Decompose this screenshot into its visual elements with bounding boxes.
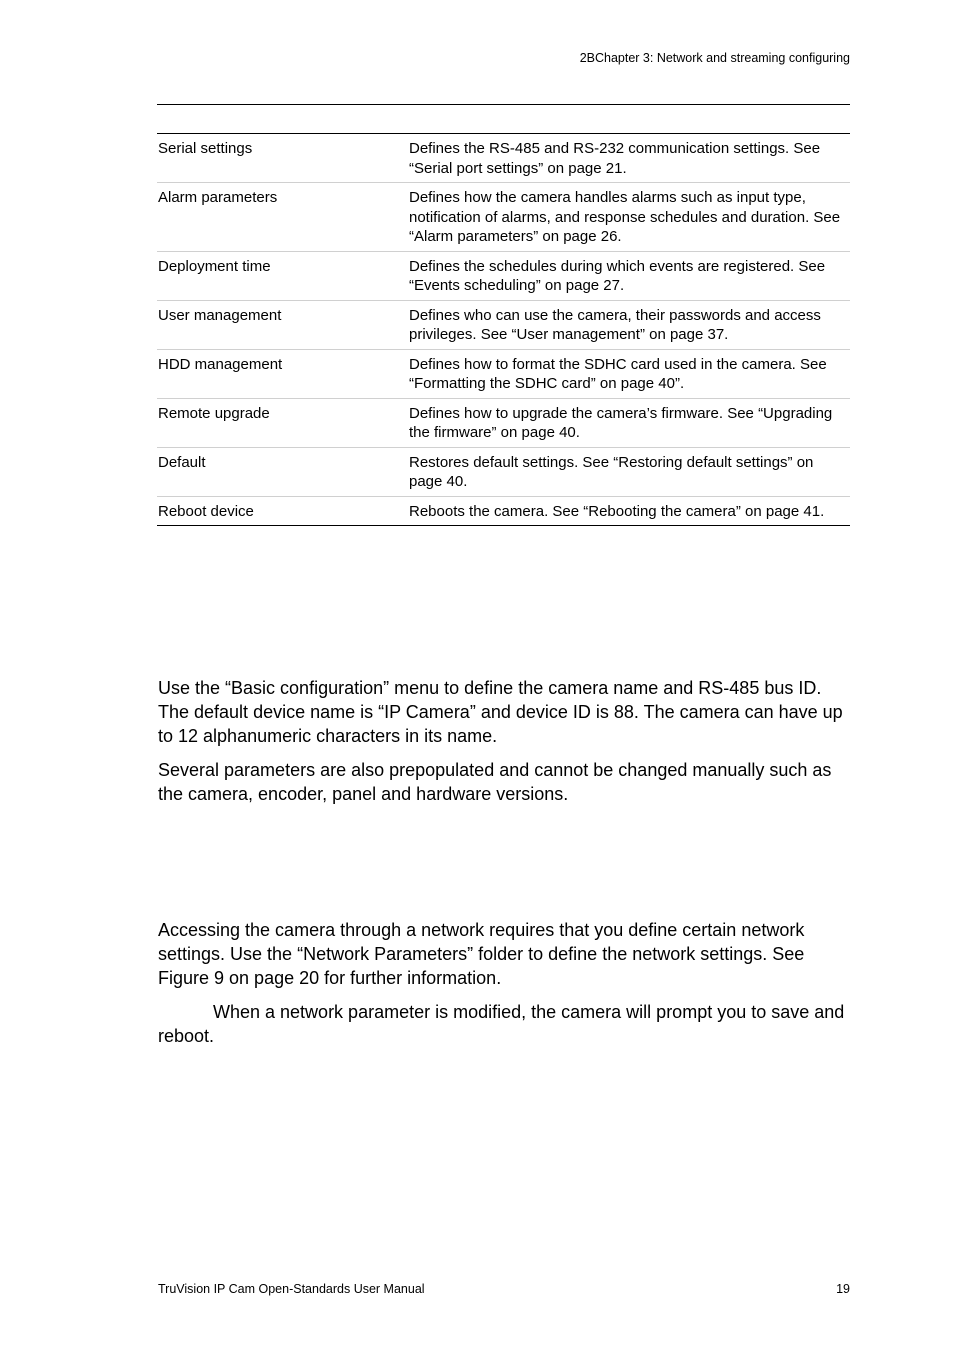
prepopulated-paragraph: Several parameters are also prepopulated and cannot be changed manually such as the camera, encoder, panel and hardware versions. xyxy=(158,760,832,804)
table-row xyxy=(157,398,850,447)
row-description: Defines the RS-485 and RS-232 communication settings. See “Serial port settings” on page 21. xyxy=(409,140,821,177)
reboot-note-paragraph: When a network parameter is modified, the camera will prompt you to save and reboot. xyxy=(158,1002,845,1046)
table-row xyxy=(157,134,850,182)
network-paragraph: Accessing the camera through a network requires that you define certain network settings. Use the “Network Parameters” folder to define the network settings. See Figure 9 on page 20 for further information. xyxy=(158,920,805,988)
row-description: Defines who can use the camera, their passwords and access privileges. See “User management” on page 37. xyxy=(409,306,821,343)
table-row xyxy=(157,182,850,251)
row-name: Serial settings xyxy=(158,140,253,157)
header-rule xyxy=(157,104,850,105)
table-row xyxy=(157,447,850,496)
row-description: Restores default settings. See “Restoring default settings” on page 40. xyxy=(409,453,814,490)
table-row xyxy=(157,496,850,526)
manual-title: TruVision IP Cam Open-Standards User Manual xyxy=(158,1282,425,1296)
row-name: HDD management xyxy=(158,355,283,373)
table-row xyxy=(157,349,850,398)
row-name: Alarm parameters xyxy=(158,189,278,206)
menu-table xyxy=(157,133,850,526)
row-name: Reboot device xyxy=(158,502,254,520)
basic-config-paragraph: Use the “Basic configuration” menu to define the camera name and RS-485 bus ID. The default device name is “IP Camera” and device ID is 88. The camera can have up to 12 alphanumeric characters in its name. xyxy=(158,678,843,746)
table-row xyxy=(157,251,850,300)
row-description: Defines the schedules during which events are registered. See “Events scheduling” on page 27. xyxy=(409,257,826,294)
row-name: Remote upgrade xyxy=(158,404,270,422)
row-description: Defines how to upgrade the camera’s firmware. See “Upgrading the firmware” on page 40. xyxy=(409,404,833,441)
page-number: 19 xyxy=(836,1282,850,1296)
row-name: Deployment time xyxy=(158,257,271,275)
row-description: Defines how the camera handles alarms such as input type, notification of alarms, and response schedules and duration. See “Alarm parameters” on page 26. xyxy=(409,189,841,245)
row-name: User management xyxy=(158,306,282,324)
row-description: Defines how to format the SDHC card used in the camera. See “Formatting the SDHC card” on page 40”. xyxy=(409,355,827,392)
table-row xyxy=(157,300,850,349)
chapter-header: 2BChapter 3: Network and streaming configuring xyxy=(579,51,850,65)
row-name: Default xyxy=(158,453,206,471)
row-description: Reboots the camera. See “Rebooting the camera” on page 41. xyxy=(409,502,825,520)
